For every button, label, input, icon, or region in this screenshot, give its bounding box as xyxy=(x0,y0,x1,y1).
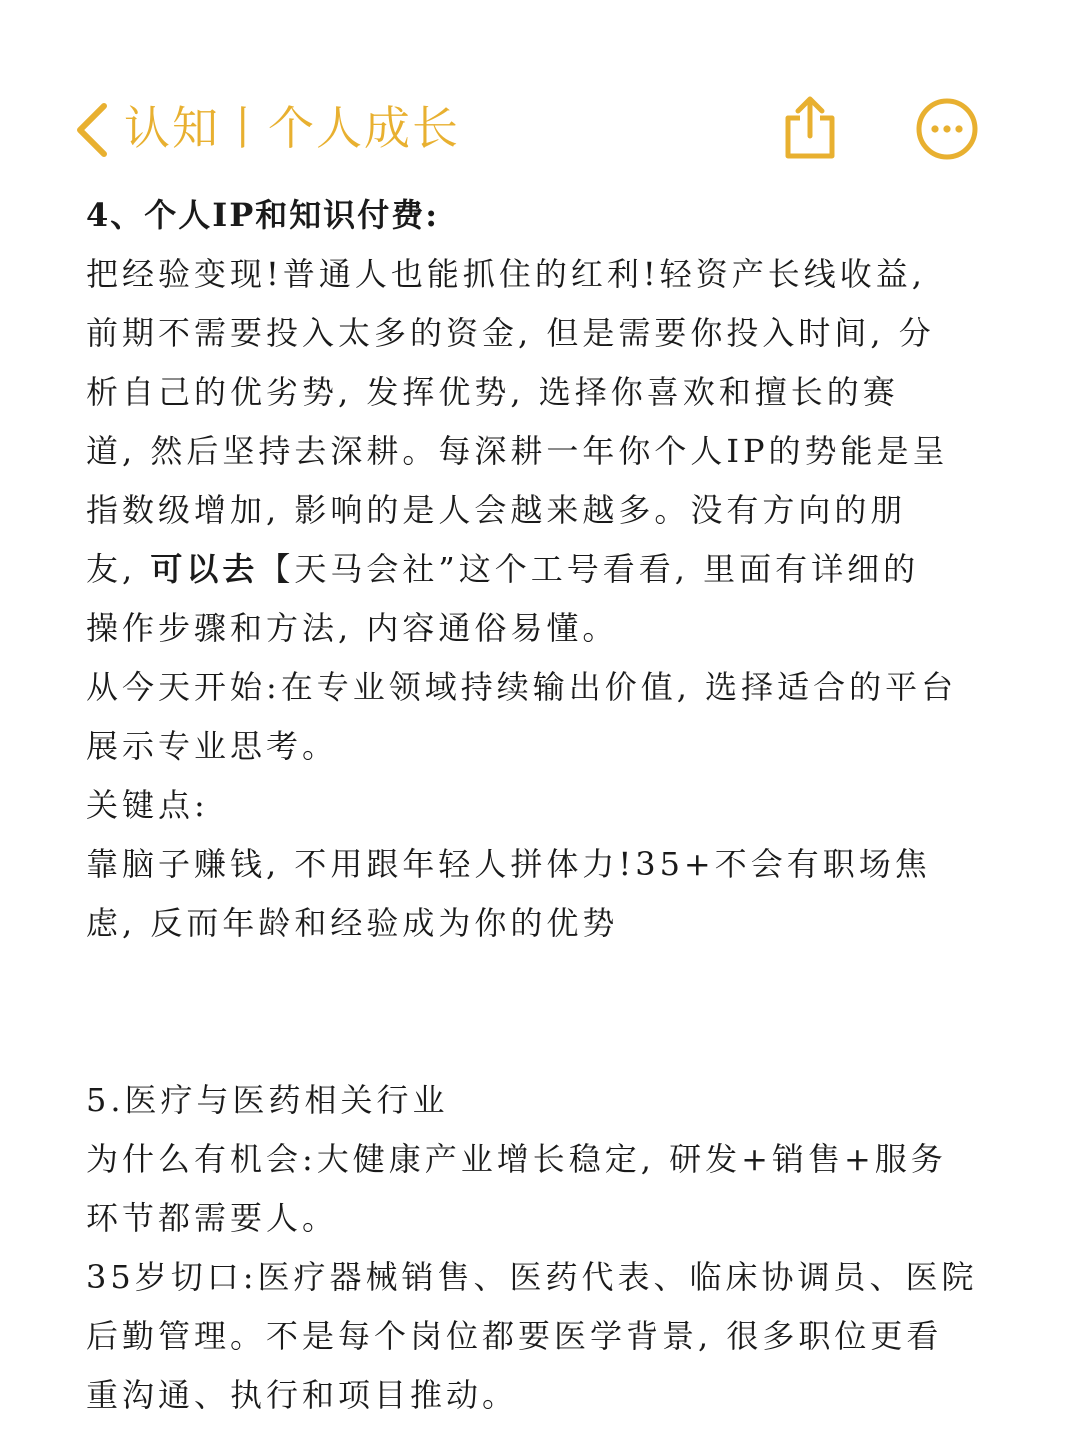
more-button[interactable] xyxy=(914,96,980,162)
note-body xyxy=(86,186,986,1425)
line-text: 【天马会社”这个工号看看, 里面有详细的 xyxy=(258,550,920,588)
section-5-line: 重沟通、执行和项目推动。 xyxy=(86,1376,519,1414)
chevron-left-icon xyxy=(70,102,120,158)
more-icon xyxy=(914,96,980,162)
back-button[interactable] xyxy=(70,102,120,158)
top-navigation-bar xyxy=(0,90,1080,170)
share-button[interactable] xyxy=(780,94,840,160)
emphasis-text: 可以去 xyxy=(150,550,259,588)
share-icon xyxy=(780,94,840,160)
section-5-line: 环节都需要人。 xyxy=(86,1199,339,1237)
section-4-line: 虑, 反而年龄和经验成为你的优势 xyxy=(86,904,619,942)
section-5-line: 后勤管理。不是每个岗位都要医学背景, 很多职位更看 xyxy=(86,1317,943,1355)
section-4-line: 从今天开始:在专业领域持续输出价值, 选择适合的平台 xyxy=(86,668,958,706)
section-5-line: 为什么有机会:大健康产业增长稳定, 研发+销售+服务 xyxy=(86,1140,947,1178)
section-4-line: 道, 然后坚持去深耕。每深耕一年你个人IP的势能是呈 xyxy=(86,432,949,470)
section-4-line: 前期不需要投入太多的资金, 但是需要你投入时间, 分 xyxy=(86,314,935,352)
page-title: 认知丨个人成长 xyxy=(124,101,460,155)
section-4-line-with-emphasis xyxy=(86,540,986,599)
section-4-line: 展示专业思考。 xyxy=(86,727,339,765)
line-text: 友, xyxy=(86,550,151,588)
section-4-line: 指数级增加, 影响的是人会越来越多。没有方向的朋 xyxy=(86,491,907,529)
section-5-heading: 5.医疗与医药相关行业 xyxy=(86,1081,449,1119)
section-5-line: 35岁切口:医疗器械销售、医药代表、临床协调员、医院 xyxy=(86,1258,978,1296)
section-spacer xyxy=(86,953,986,1071)
section-4-line: 把经验变现!普通人也能抓住的红利!轻资产长线收益, xyxy=(86,255,926,293)
section-4-line: 靠脑子赚钱, 不用跟年轻人拼体力!35+不会有职场焦 xyxy=(86,845,931,883)
section-4-line: 关键点: xyxy=(86,786,209,824)
section-4-line: 析自己的优劣势, 发挥优势, 选择你喜欢和擅长的赛 xyxy=(86,373,899,411)
section-4-line: 操作步骤和方法, 内容通俗易懂。 xyxy=(86,609,619,647)
section-4-heading: 4、个人IP和知识付费: xyxy=(86,196,440,234)
